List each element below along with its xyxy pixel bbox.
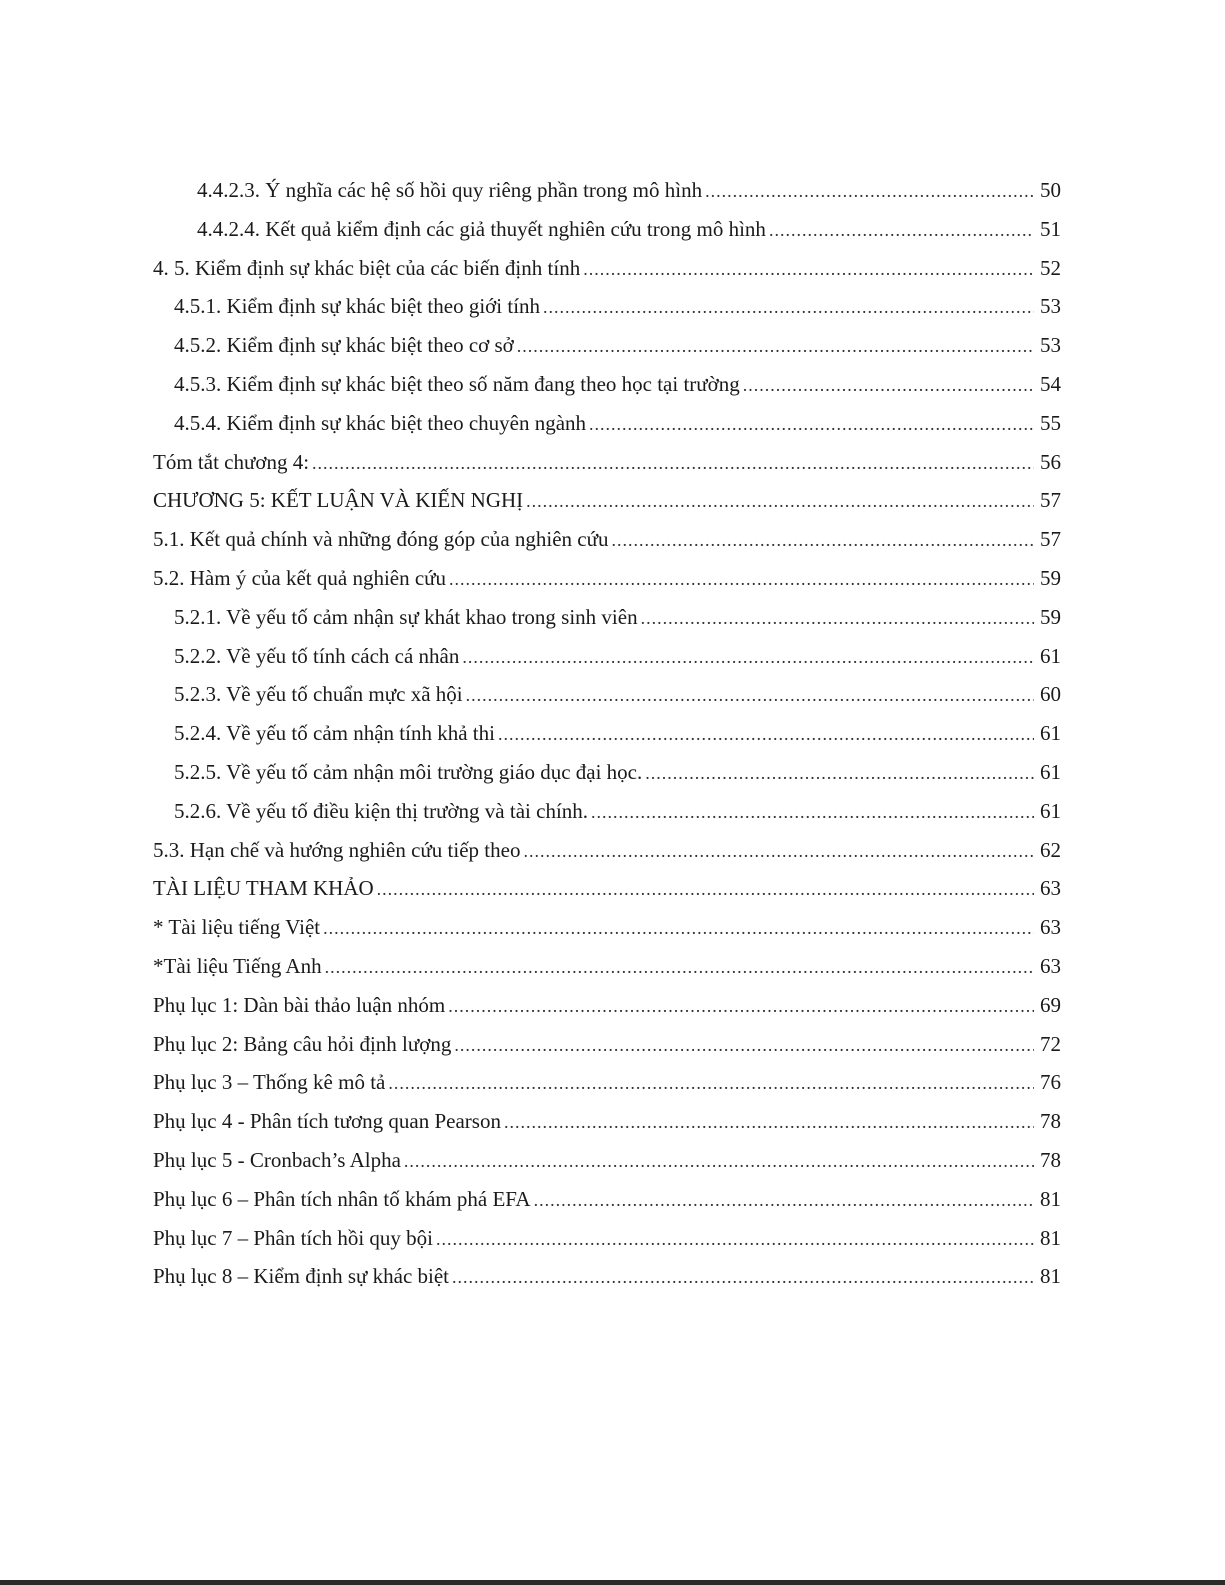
toc-entry-title: Phụ lục 4 - Phân tích tương quan Pearson (153, 1109, 501, 1134)
toc-dot-leader (436, 1220, 1034, 1259)
toc-entry[interactable] (153, 714, 1061, 753)
toc-entry-page: 81 (1040, 1186, 1061, 1211)
toc-entry-title: 5.2.6. Về yếu tố điều kiện thị trường và tài chính. (174, 798, 589, 823)
toc-dot-leader (705, 172, 1034, 211)
toc-dot-leader (612, 521, 1035, 560)
toc-entry[interactable] (153, 1025, 1061, 1064)
toc-entry-page: 59 (1040, 565, 1061, 590)
toc-entry-page: 53 (1040, 333, 1061, 358)
toc-dot-leader (404, 1142, 1034, 1181)
toc-dot-leader (743, 366, 1034, 405)
toc-entry-page: 81 (1040, 1225, 1061, 1250)
toc-dot-leader (769, 211, 1034, 250)
toc-entry-title: 5.2.5. Về yếu tố cảm nhận môi trường giáo dục đại học. (174, 759, 643, 784)
toc-dot-leader (645, 754, 1034, 793)
toc-entry[interactable] (153, 598, 1061, 637)
toc-entry[interactable] (153, 326, 1061, 365)
toc-entry-title: 5.3. Hạn chế và hướng nghiên cứu tiếp theo (153, 837, 521, 862)
toc-entry-title: 5.2. Hàm ý của kết quả nghiên cứu (153, 565, 447, 590)
toc-entry-title: Phụ lục 7 – Phân tích hồi quy bội (153, 1225, 433, 1250)
toc-entry[interactable] (153, 404, 1061, 443)
toc-entry[interactable] (153, 753, 1061, 792)
toc-entry-page: 69 (1040, 992, 1061, 1017)
toc-entry-title: 5.2.2. Về yếu tố tính cách cá nhân (174, 643, 460, 668)
toc-entry-title: Phụ lục 3 – Thống kê mô tả (153, 1070, 386, 1095)
toc-entry-page: 50 (1040, 178, 1061, 202)
toc-entry-title: TÀI LIỆU THAM KHẢO (153, 876, 374, 901)
toc-entry-page: 60 (1040, 682, 1061, 707)
toc-entry-page: 59 (1040, 604, 1061, 629)
toc-entry-page: 53 (1040, 294, 1061, 319)
toc-entry[interactable] (153, 1141, 1061, 1180)
toc-entry[interactable] (153, 908, 1061, 947)
toc-entry[interactable] (153, 443, 1061, 482)
toc-entry-title: 5.1. Kết quả chính và những đóng góp của nghiên cứu (153, 527, 609, 552)
toc-dot-leader (452, 1258, 1034, 1297)
toc-entry-title: CHƯƠNG 5: KẾT LUẬN VÀ KIẾN NGHỊ (153, 488, 524, 513)
toc-entry[interactable] (153, 1063, 1061, 1102)
toc-entry-title: Phụ lục 1: Dàn bài thảo luận nhóm (153, 992, 446, 1017)
toc-entry[interactable] (153, 365, 1061, 404)
toc-entry-page: 63 (1040, 915, 1061, 940)
toc-entry-page: 61 (1040, 798, 1061, 823)
toc-dot-leader (517, 327, 1034, 366)
toc-entry-title: 4.4.2.4. Kết quả kiểm định các giả thuyết nghiên cứu trong mô hình (197, 216, 766, 241)
toc-entry[interactable] (153, 831, 1061, 870)
toc-entry-title: 4.5.3. Kiểm định sự khác biệt theo số năm đang theo học tại trường (174, 371, 740, 396)
toc-entry-page: 72 (1040, 1031, 1061, 1056)
toc-entry[interactable] (153, 249, 1061, 288)
toc-entry-page: 54 (1040, 371, 1061, 396)
toc-entry[interactable] (153, 559, 1061, 598)
toc-entry-page: 61 (1040, 759, 1061, 784)
toc-dot-leader (589, 405, 1034, 444)
toc-dot-leader (504, 1103, 1034, 1142)
toc-entry[interactable] (153, 520, 1061, 559)
toc-entry-page: 78 (1040, 1147, 1061, 1172)
toc-dot-leader (526, 482, 1034, 521)
toc-dot-leader (449, 560, 1034, 599)
toc-dot-leader (462, 638, 1034, 677)
toc-entry-page: 51 (1040, 216, 1061, 241)
toc-entry-title: 4. 5. Kiểm định sự khác biệt của các biến định tính (153, 255, 581, 280)
toc-entry-title: 4.5.2. Kiểm định sự khác biệt theo cơ sở (174, 333, 514, 358)
toc-entry-title: 4.5.4. Kiểm định sự khác biệt theo chuyên ngành (174, 410, 587, 435)
toc-dot-leader (388, 1064, 1034, 1103)
toc-entry-title: *Tài liệu Tiếng Anh (153, 953, 322, 978)
toc-entry-title: Tóm tắt chương 4: (153, 449, 310, 474)
toc-entry[interactable] (153, 947, 1061, 986)
toc-entry-title: Phụ lục 5 - Cronbach’s Alpha (153, 1147, 401, 1172)
toc-entry[interactable] (153, 1102, 1061, 1141)
toc-entry-title: 4.4.2.3. Ý nghĩa các hệ số hồi quy riêng phần trong mô hình (197, 178, 703, 202)
toc-dot-leader (448, 987, 1034, 1026)
toc-entry[interactable] (153, 210, 1061, 249)
toc-entry[interactable] (153, 792, 1061, 831)
toc-entry-page: 76 (1040, 1070, 1061, 1095)
toc-dot-leader (323, 909, 1034, 948)
toc-dot-leader (583, 250, 1034, 289)
toc-entry-title: Phụ lục 6 – Phân tích nhân tố khám phá EFA (153, 1186, 531, 1211)
toc-dot-leader (377, 870, 1034, 909)
toc-entry-page: 81 (1040, 1264, 1061, 1289)
toc-entry[interactable] (153, 675, 1061, 714)
toc-dot-leader (498, 715, 1034, 754)
toc-entry-page: 55 (1040, 410, 1061, 435)
toc-dot-leader (641, 599, 1034, 638)
table-of-contents (153, 171, 1061, 1296)
toc-entry-page: 57 (1040, 527, 1061, 552)
toc-entry-title: Phụ lục 8 – Kiểm định sự khác biệt (153, 1264, 450, 1289)
toc-entry-title: 5.2.3. Về yếu tố chuẩn mực xã hội (174, 682, 463, 707)
toc-dot-leader (534, 1181, 1034, 1220)
toc-entry[interactable] (153, 287, 1061, 326)
toc-entry[interactable] (153, 481, 1061, 520)
toc-entry[interactable] (153, 869, 1061, 908)
toc-entry-page: 78 (1040, 1109, 1061, 1134)
toc-dot-leader (325, 948, 1034, 987)
toc-entry[interactable] (153, 986, 1061, 1025)
toc-entry-page: 63 (1040, 876, 1061, 901)
toc-entry-page: 62 (1040, 837, 1061, 862)
toc-entry-title: Phụ lục 2: Bảng câu hỏi định lượng (153, 1031, 452, 1056)
toc-entry-title: 5.2.1. Về yếu tố cảm nhận sự khát khao trong sinh viên (174, 604, 638, 629)
toc-entry-title: * Tài liệu tiếng Việt (153, 915, 321, 940)
toc-entry-title: 5.2.4. Về yếu tố cảm nhận tính khả thi (174, 721, 495, 746)
toc-entry-page: 61 (1040, 643, 1061, 668)
toc-entry[interactable] (153, 637, 1061, 676)
toc-entry-page: 63 (1040, 953, 1061, 978)
toc-entry[interactable] (153, 1257, 1061, 1296)
toc-dot-leader (312, 444, 1034, 483)
page-bottom-border (0, 1580, 1225, 1585)
toc-entry-page: 57 (1040, 488, 1061, 513)
toc-dot-leader (543, 288, 1034, 327)
toc-entry-title: 4.5.1. Kiểm định sự khác biệt theo giới tính (174, 294, 541, 319)
toc-entry[interactable] (153, 1219, 1061, 1258)
toc-dot-leader (466, 676, 1034, 715)
toc-entry[interactable] (153, 1180, 1061, 1219)
toc-dot-leader (523, 832, 1034, 871)
toc-entry-page: 56 (1040, 449, 1061, 474)
toc-entry[interactable] (153, 171, 1061, 210)
toc-dot-leader (591, 793, 1034, 832)
toc-dot-leader (454, 1026, 1034, 1065)
toc-entry-page: 61 (1040, 721, 1061, 746)
toc-entry-page: 52 (1040, 255, 1061, 280)
